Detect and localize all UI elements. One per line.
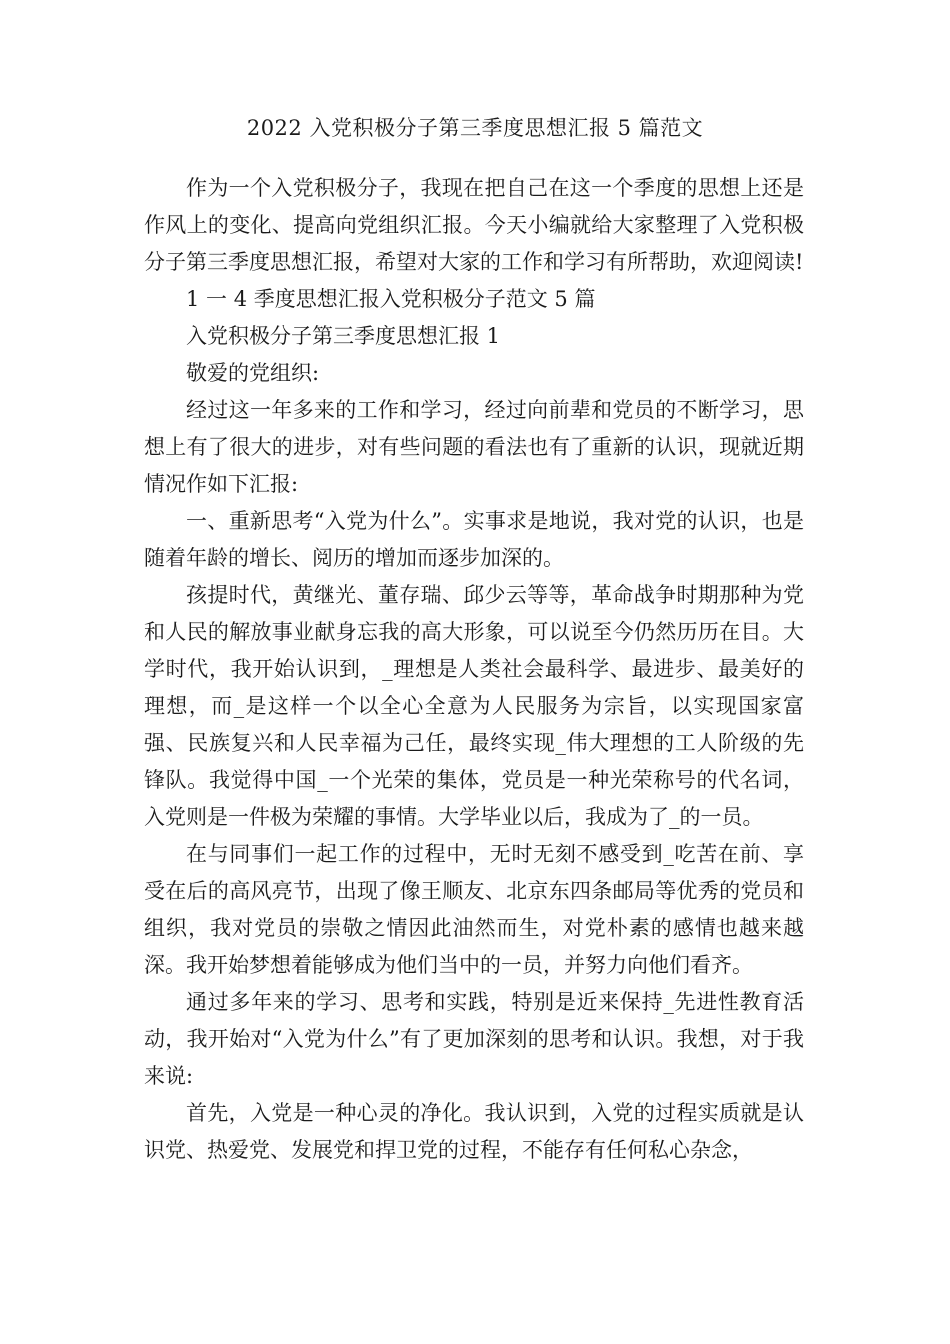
paragraph-colleagues: 在与同事们一起工作的过程中，无时无刻不感受到_吃苦在前、享受在后的高风亮节，出现了像王顺友、北京东四条邮局等优秀的党员和组织，我对党员的崇敬之情因此油然而生，对党朴素的感情也越来越深。我开始梦想着能够成为他们当中的一员，并努力向他们看齐。 xyxy=(144,842,804,977)
document-title: 2022 入党积极分子第三季度思想汇报 5 篇范文 xyxy=(246,116,704,140)
paragraph-opening: 经过这一年多来的工作和学习，经过向前辈和党员的不断学习，思想上有了很大的进步，对有些问题的看法也有了重新的认识，现就近期情况作如下汇报: xyxy=(144,398,804,496)
paragraph-series-heading: 1 一 4 季度思想汇报入党积极分子范文 5 篇 xyxy=(186,287,596,311)
paragraph-reflection: 通过多年来的学习、思考和实践，特别是近来保持_先进性教育活动，我开始对“入党为什么”有了更加深刻的思考和认识。我想，对于我来说: xyxy=(144,990,804,1088)
paragraph-report-heading: 入党积极分子第三季度思想汇报 1 xyxy=(186,324,501,348)
paragraph-intro: 作为一个入党积极分子，我现在把自己在这一个季度的思想上还是作风上的变化、提高向党组织汇报。今天小编就给大家整理了入党积极分子第三季度思想汇报，希望对大家的工作和学习有所帮助，欢迎阅读! xyxy=(144,176,804,274)
paragraph-first-point: 首先，入党是一种心灵的净化。我认识到，入党的过程实质就是认识党、热爱党、发展党和捍卫党的过程，不能存有任何私心杂念， xyxy=(144,1101,804,1162)
paragraph-section-one: 一、重新思考“入党为什么”。实事求是地说，我对党的认识，也是随着年龄的增长、阅历的增加而逐步加深的。 xyxy=(144,509,804,570)
document-body xyxy=(144,170,804,1169)
paragraph-childhood: 孩提时代，黄继光、董存瑞、邱少云等等，革命战争时期那种为党和人民的解放事业献身忘我的高大形象，可以说至今仍然历历在目。大学时代，我开始认识到，_理想是人类社会最科学、最进步、最美好的理想，而_是这样一个以全心全意为人民服务为宗旨，以实现国家富强、民族复兴和人民幸福为己任，最终实现_伟大理想的工人阶级的先锋队。我觉得中国_一个光荣的集体，党员是一种光荣称号的代名词，入党则是一件极为荣耀的事情。大学毕业以后，我成为了_的一员。 xyxy=(144,583,804,829)
paragraph-salutation: 敬爱的党组织: xyxy=(186,361,320,385)
